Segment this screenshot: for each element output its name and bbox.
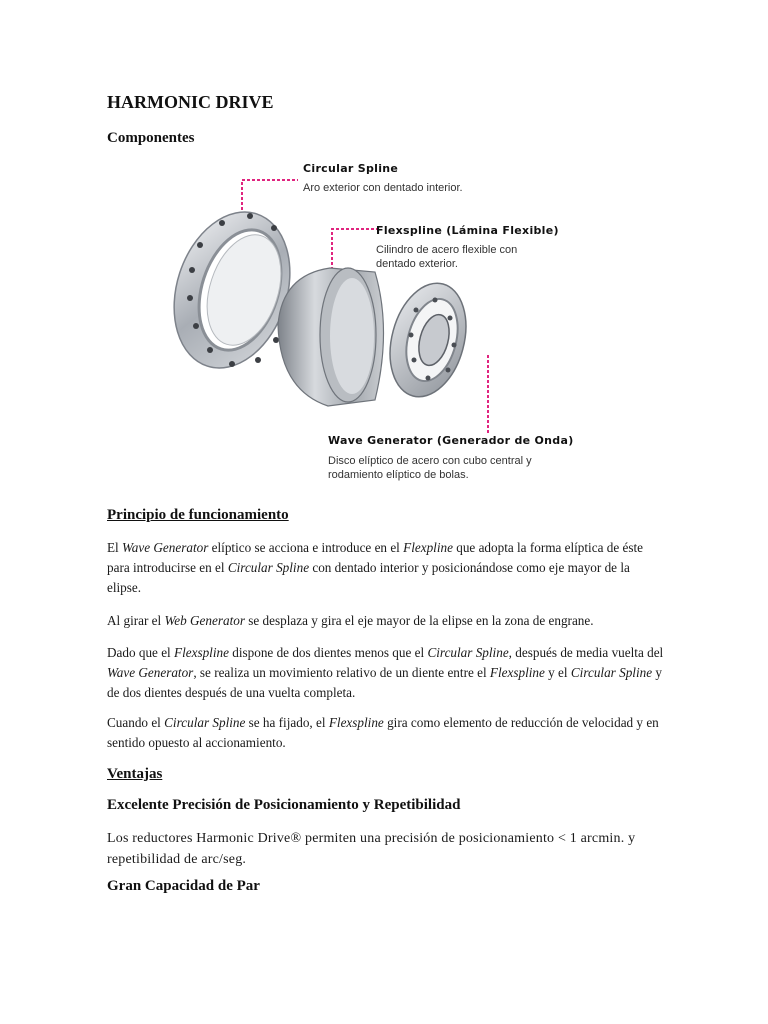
wave-generator-desc-1: Disco elíptico de acero con cubo central y bbox=[328, 455, 532, 467]
harmonic-drive-figure bbox=[170, 150, 590, 490]
text-run: dispone de dos dientes menos que el bbox=[228, 645, 428, 660]
italic-term: Flexpline bbox=[403, 540, 453, 555]
text-run: y el bbox=[544, 665, 571, 680]
flexspline-title: Flexspline (Lámina Flexible) bbox=[376, 224, 559, 237]
text-run: Dado que el bbox=[107, 645, 175, 660]
italic-term: Flexspline bbox=[328, 715, 384, 730]
text-run: El bbox=[107, 540, 123, 555]
text-run: , después de media vuelta del bbox=[508, 645, 664, 660]
components-heading: Componentes bbox=[107, 130, 195, 146]
text-run: se ha fijado, el bbox=[245, 715, 329, 730]
text-run: con dentado interior y posicionándose como eje mayor de la elipse. bbox=[107, 560, 630, 595]
text-run: elíptico se acciona e introduce en el bbox=[208, 540, 404, 555]
text-run: se desplaza y gira el eje mayor de la elipse en la zona de engrane. bbox=[244, 613, 594, 628]
italic-term: Circular Spline bbox=[227, 560, 310, 575]
text-run: gira como elemento de reducción de velocidad y en sentido opuesto al accionamiento. bbox=[107, 715, 659, 750]
circular-spline-title: Circular Spline bbox=[303, 162, 399, 175]
paragraph-principle-3 bbox=[107, 643, 667, 703]
torque-heading: Gran Capacidad de Par bbox=[107, 878, 260, 894]
wave-generator-title: Wave Generator (Generador de Onda) bbox=[328, 434, 574, 447]
paragraph-principle-1 bbox=[107, 538, 667, 598]
wave-generator-desc-2: rodamiento elíptico de bolas. bbox=[328, 469, 469, 481]
italic-term: Flexspline bbox=[174, 645, 229, 660]
italic-term: Circular Spline bbox=[570, 665, 653, 680]
principle-heading: Principio de funcionamiento bbox=[107, 507, 289, 523]
precision-heading: Excelente Precisión de Posicionamiento y Repetibilidad bbox=[107, 797, 461, 813]
flexspline-desc-2: dentado exterior. bbox=[376, 258, 458, 270]
circular-spline-desc: Aro exterior con dentado interior. bbox=[303, 182, 463, 194]
flexspline-desc-1: Cilindro de acero flexible con bbox=[376, 244, 518, 256]
paragraph-principle-2 bbox=[107, 611, 667, 631]
italic-term: Circular Spline bbox=[427, 645, 509, 660]
document-title: HARMONIC DRIVE bbox=[107, 92, 274, 112]
flexspline-part bbox=[278, 268, 384, 406]
text-run: , se realiza un movimiento relativo de un diente entre el bbox=[193, 665, 490, 680]
text-run: Al girar el bbox=[107, 613, 165, 628]
text-run: y de dos dientes después de una vuelta completa. bbox=[107, 665, 662, 700]
italic-term: Wave Generator bbox=[122, 540, 209, 555]
italic-term: Circular Spline bbox=[164, 715, 246, 730]
text-run: Cuando el bbox=[107, 715, 165, 730]
paragraph-precision: Los reductores Harmonic Drive® permiten una precisión de posicionamiento < 1 arcmin. y repetibilidad de arc/seg. bbox=[107, 831, 636, 867]
advantages-heading: Ventajas bbox=[107, 766, 163, 782]
wave-generator-part bbox=[378, 275, 478, 406]
italic-term: Flexspline bbox=[489, 665, 545, 680]
paragraph-principle-4 bbox=[107, 713, 667, 753]
italic-term: Web Generator bbox=[164, 613, 245, 628]
text-run: que adopta la forma elíptica de éste para introducirse en el bbox=[107, 540, 643, 575]
italic-term: Wave Generator bbox=[107, 665, 194, 680]
